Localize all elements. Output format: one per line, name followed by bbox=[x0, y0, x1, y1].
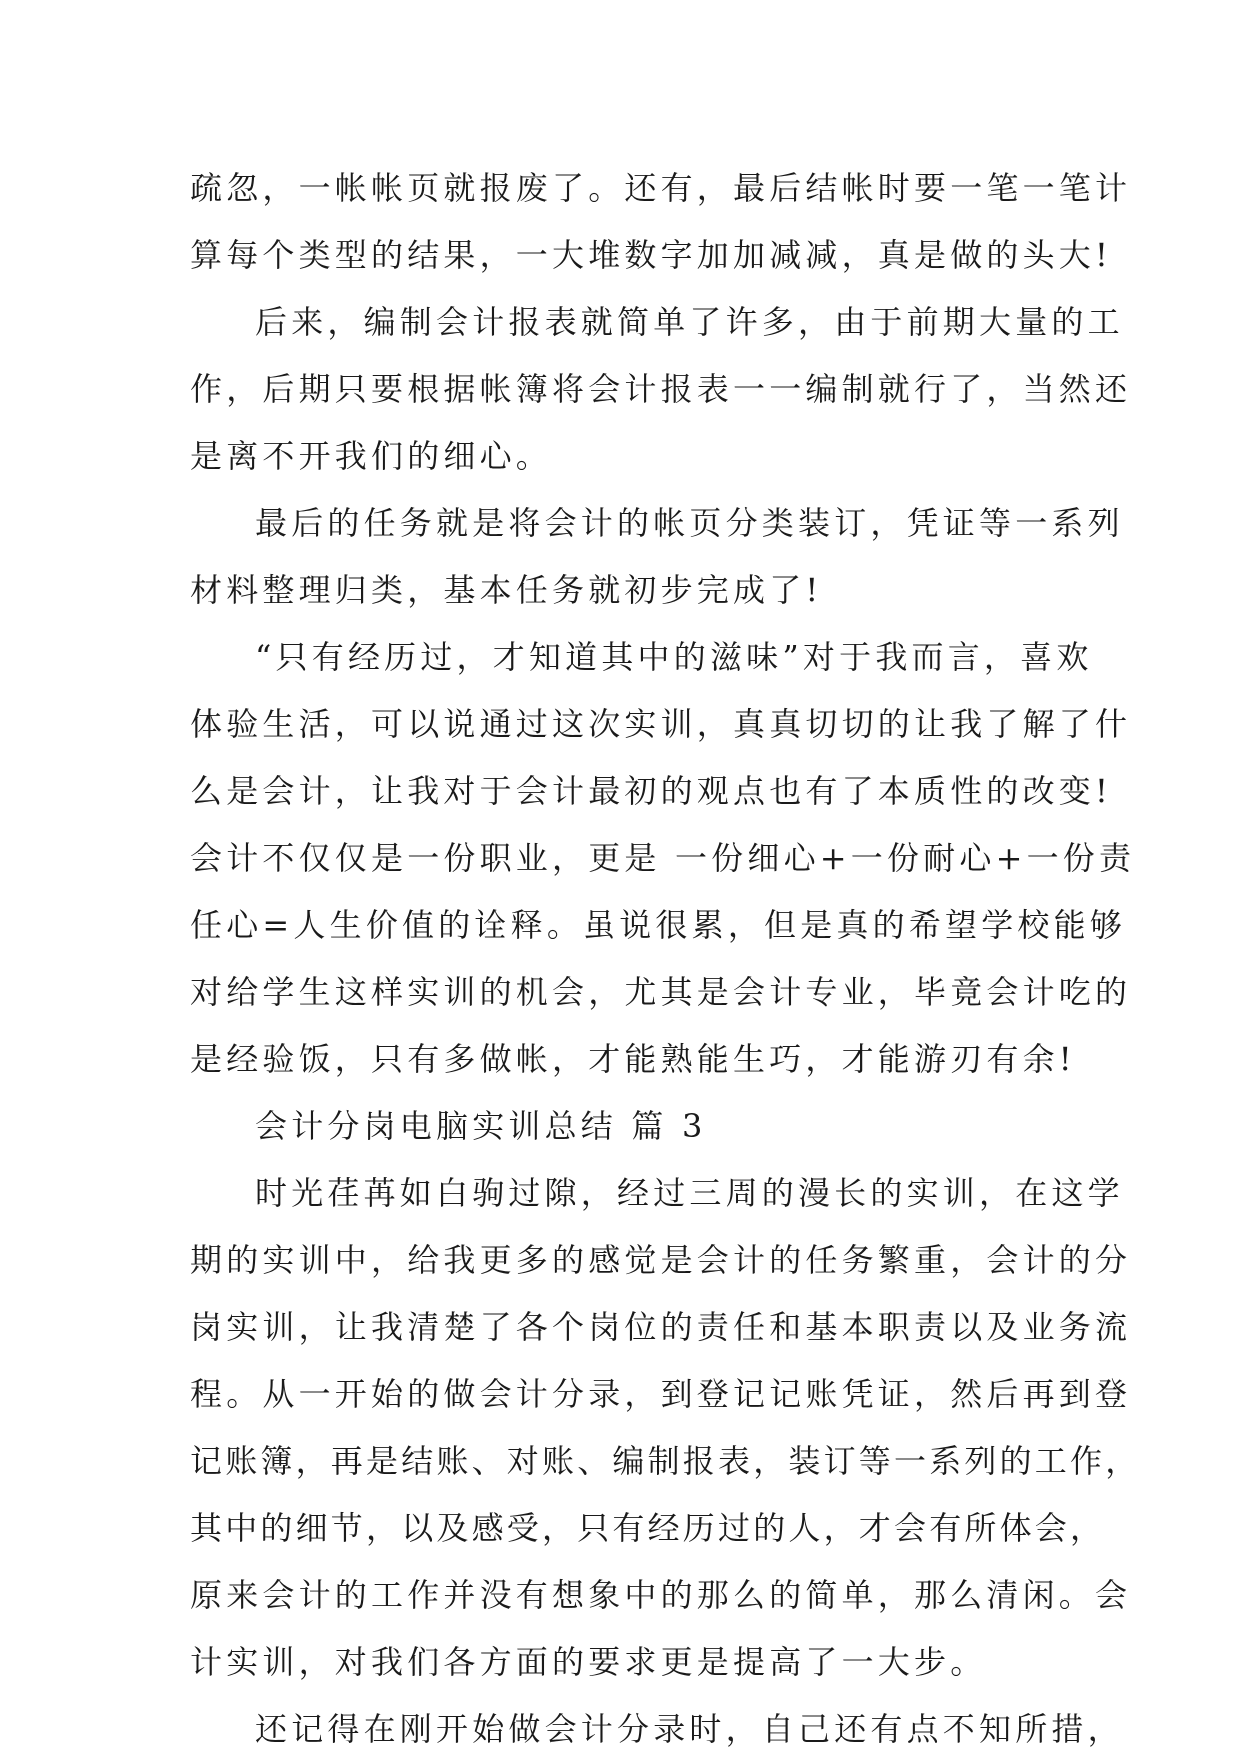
text-line: 期的实训中，给我更多的感觉是会计的任务繁重，会计的分 bbox=[190, 1241, 1132, 1279]
text-line: 其中的细节，以及感受，只有经历过的人，才会有所体会， bbox=[190, 1509, 1106, 1547]
text-line: 计实训，对我们各方面的要求更是提高了一大步。 bbox=[190, 1643, 987, 1681]
text-line: 岗实训，让我清楚了各个岗位的责任和基本职责以及业务流 bbox=[190, 1308, 1132, 1346]
text-line: 记账簿，再是结账、对账、编制报表，装订等一系列的工作， bbox=[190, 1442, 1141, 1480]
text-line: 算每个类型的结果，一大堆数字加加减减，真是做的头大! bbox=[190, 236, 1113, 274]
paragraph-first-line: 时光荏苒如白驹过隙，经过三周的漫长的实训，在这学 bbox=[255, 1174, 1124, 1212]
document-body bbox=[190, 155, 1141, 1763]
text-line: 体验生活，可以说通过这次实训，真真切切的让我了解了什 bbox=[190, 705, 1132, 743]
paragraph-first-line: 最后的任务就是将会计的帐页分类装订，凭证等一系列 bbox=[255, 504, 1124, 542]
paragraph-first-line: 后来，编制会计报表就简单了许多，由于前期大量的工 bbox=[255, 303, 1124, 341]
text-line: 材料整理归类，基本任务就初步完成了! bbox=[190, 571, 823, 609]
text-line: 作，后期只要根据帐簿将会计报表一一编制就行了，当然还 bbox=[190, 370, 1132, 408]
section-heading: 会计分岗电脑实训总结 篇 3 bbox=[255, 1107, 707, 1145]
paragraph-first-line: “只有经历过，才知道其中的滋味”对于我而言，喜欢 bbox=[255, 638, 1093, 676]
text-line: 原来会计的工作并没有想象中的那么的简单，那么清闲。会 bbox=[190, 1576, 1132, 1614]
text-line: 会计不仅仅是一份职业，更是 一份细心+一份耐心+一份责 bbox=[190, 839, 1136, 877]
text-line: 对给学生这样实训的机会，尤其是会计专业，毕竟会计吃的 bbox=[190, 973, 1132, 1011]
paragraph-first-line: 还记得在刚开始做会计分录时，自己还有点不知所措， bbox=[255, 1710, 1124, 1748]
text-line: 是经验饭，只有多做帐，才能熟能生巧，才能游刃有余! bbox=[190, 1040, 1076, 1078]
text-line: 是离不开我们的细心。 bbox=[190, 437, 553, 475]
text-line: 么是会计，让我对于会计最初的观点也有了本质性的改变! bbox=[190, 772, 1113, 810]
text-line: 程。从一开始的做会计分录，到登记记账凭证，然后再到登 bbox=[190, 1375, 1132, 1413]
text-line: 疏忽，一帐帐页就报废了。还有，最后结帐时要一笔一笔计 bbox=[190, 169, 1132, 207]
text-line: 任心=人生价值的诠释。虽说很累，但是真的希望学校能够 bbox=[190, 906, 1127, 944]
